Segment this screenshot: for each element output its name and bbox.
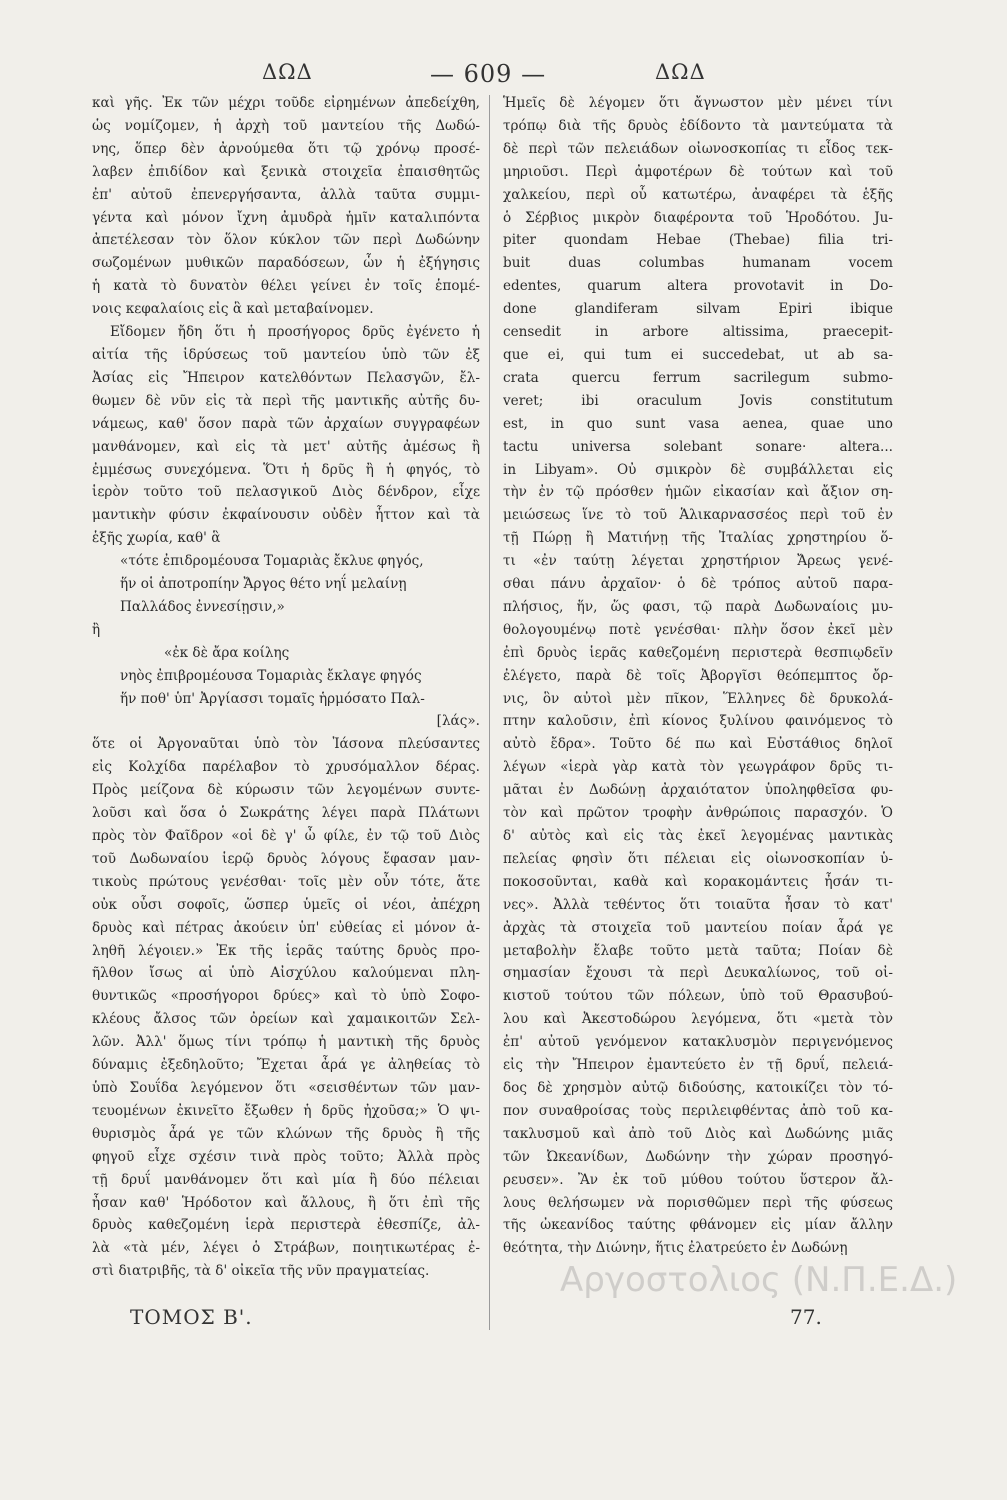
text-line: ἀρχὰς τὰ στοιχεῖα τοῦ μαντείου ποίαν ἆρά γε bbox=[503, 919, 893, 936]
text-line: πον συναθροίσας τοὺς περιλειφθέντας ἀπὸ τοῦ κα- bbox=[503, 1102, 893, 1119]
signature-number: 77. bbox=[790, 1305, 822, 1329]
text-line: tactu universa solebant sonare· altera... bbox=[503, 438, 893, 455]
text-line: piter quondam Hebae (Thebae) filia tri- bbox=[503, 232, 893, 249]
text-line: [λάς». bbox=[436, 713, 480, 730]
text-line: μανθάνομεν, καὶ εἰς τὰ μετ' αὐτῆς ἀμέσως ἢ bbox=[92, 438, 480, 455]
text-line: ὡς νομίζομεν, ἡ ἀρχὴ τοῦ μαντείου τῆς Δωδώ- bbox=[92, 117, 480, 134]
text-line: μᾶται ἐν Δωδώνῃ ἀρχαιότατον ὑποληφθεῖσα φυ- bbox=[503, 782, 893, 799]
page-number: — 609 — bbox=[430, 60, 547, 88]
text-line: ἥν οἱ ἀποτροπίην Ἄργος θέτο νηΐ μελαίνῃ bbox=[120, 576, 407, 593]
text-line: θολογουμένῳ ποτὲ γενέσθαι· πλὴν ὅσον ἐκεῖ μὲν bbox=[503, 621, 893, 638]
text-line: est, in quo sunt vasa aenea, quae uno bbox=[503, 415, 893, 432]
left-column bbox=[92, 92, 480, 1283]
text-line: λους θελήσωμεν νὰ πορισθῶμεν περὶ τῆς φύσεως bbox=[503, 1194, 893, 1211]
text-line: τευομένων ἐκινεῖτο ἔξωθεν ἡ δρῦς ἠχοῦσα;» Ὁ ψι- bbox=[92, 1102, 480, 1119]
text-line: νης, ὅπερ δὲν ἀρνούμεθα ὅτι τῷ χρόνῳ προσέ- bbox=[92, 140, 480, 157]
text-line: ὅτε οἱ Ἀργοναῦται ὑπὸ τὸν Ἰάσονα πλεύσαντες bbox=[92, 736, 480, 753]
text-line: τῇ Πώρῃ ἢ Ματιήνῃ τῆς Ἰταλίας χρηστηρίου ὅ- bbox=[503, 530, 893, 547]
text-line: αὐτὸ ἔδρα». Τοῦτο δέ πω καὶ Εὐστάθιος δηλοῖ bbox=[503, 736, 893, 753]
text-line: εἰς Κολχίδα παρέλαβον τὸ χρυσόμαλλον δέρας. bbox=[92, 759, 480, 776]
text-line: veret; ibi oraculum Jovis constitutum bbox=[503, 392, 893, 409]
text-line: μειώσεως ἵνε τὸ τοῦ Ἁλικαρνασσέος περὶ τοῦ ἐν bbox=[503, 507, 893, 524]
volume-signature: ΤΟΜΟΣ Β'. bbox=[130, 1305, 253, 1329]
text-line: θεότητα, τὴν Διώνην, ἥτις ἐλατρεύετο ἐν Δωδώνῃ bbox=[503, 1240, 848, 1257]
text-line: ρευσεν». Ἂν ἐκ τοῦ μύθου τούτου ὕστερον ἄλ- bbox=[503, 1171, 893, 1188]
text-line: φηγοῦ εἶχε σχέσιν τινὰ πρὸς τοῦτο; Ἀλλὰ πρὸς bbox=[92, 1148, 480, 1165]
text-line: λῶν. Ἀλλ' ὅμως τίνι τρόπῳ ἡ μαντικὴ τῆς δρυὸς bbox=[92, 1034, 480, 1051]
text-line: que ei, qui tum ei succedebat, ut ab sa- bbox=[503, 346, 893, 363]
text-line: νάμεως, καθ' ὅσον παρὰ τῶν ἀρχαίων συγγραφέων bbox=[92, 415, 480, 432]
text-line: σθαι πάνυ ἀρχαῖον· ὁ δὲ τρόπος αὐτοῦ παρα- bbox=[503, 576, 893, 593]
text-line: μεταβολὴν ἔλαβε τοῦτο μετὰ ταῦτα; Ποίαν δὲ bbox=[503, 942, 893, 959]
text-line: ῆλθον ἴσως αἱ ὑπὸ Αἰσχύλου καλούμεναι πλη- bbox=[92, 965, 480, 982]
text-line: δὲ περὶ τῶν πελειάδων οἰωνοσκοπίας τι εἶδος τεκ- bbox=[503, 140, 893, 157]
text-line: θωμεν δὲ νῦν εἰς τὰ περὶ τῆς μαντικῆς αὐτῆς δυ- bbox=[92, 392, 480, 409]
text-line: ὑπὸ Σουΐδα λεγόμενον ὅτι «σεισθέντων τῶν μαν- bbox=[92, 1079, 480, 1096]
text-line: ἐπ' αὐτοῦ ἐπενεργήσαντα, ἀλλὰ ταῦτα συμμι- bbox=[92, 186, 480, 203]
text-line: Εἴδομεν ἤδη ὅτι ἡ προσήγορος δρῦς ἐγένετο ἡ bbox=[110, 324, 480, 341]
text-line: δύναμις ἐξεδηλοῦτο; Ἔχεται ἆρά γε ἀληθείας τὸ bbox=[92, 1057, 480, 1074]
text-line: πρὸς τὸν Φαῖδρον «οἱ δὲ γ' ὦ φίλε, ἐν τῷ τοῦ Διὸς bbox=[92, 828, 480, 844]
text-line: ἱερὸν τοῦτο τοῦ πελασγικοῦ Διὸς δένδρον, εἶχε bbox=[92, 484, 480, 501]
text-line: τικοὺς πρώτους γενέσθαι· τοῖς μὲν οὖν τότε, ἅτε bbox=[92, 873, 480, 890]
text-line: buit duas columbas humanam vocem bbox=[503, 255, 893, 272]
text-line: ἐπ' αὐτοῦ γενόμενον κατακλυσμὸν περιγενόμενος bbox=[503, 1034, 893, 1051]
text-line: μηριοῦσι. Περὶ ἀμφοτέρων δὲ τούτων καὶ τοῦ bbox=[503, 163, 893, 180]
text-line: τῆς ὠκεανίδος ταύτης φθάνομεν εἰς μίαν ἄλλην bbox=[503, 1217, 893, 1234]
text-line: ἑξῆς χωρία, καθ' ἃ bbox=[92, 530, 221, 547]
text-line: νες». Ἀλλὰ τεθέντος ὅτι τοιαῦτα ἦσαν τὸ κατ' bbox=[503, 896, 893, 913]
library-watermark: Αργοστολιος (Ν.Π.Ε.Δ.) bbox=[560, 1260, 958, 1300]
text-line: ἢ bbox=[92, 621, 101, 638]
text-line: εἰς τὴν Ἤπειρον ἐμαντεύετο ἐν τῇ δρυΐ, πελειά- bbox=[503, 1057, 893, 1074]
text-line: τοῦ Δωδωναίου ἱερῷ δρυὸς λόγους ἔφασαν μαν- bbox=[92, 850, 480, 867]
text-line: Παλλάδος ἐννεσίῃσιν,» bbox=[120, 598, 285, 615]
text-line: χαλκείου, περὶ οὗ κατωτέρω, ἀναφέρει τὰ ἑξῆς bbox=[503, 186, 893, 203]
text-line: ὁ Σέρβιος μικρὸν διαφέροντα τοῦ Ἡροδότου. Ju- bbox=[503, 209, 893, 226]
running-head-right: ΔΩΔ bbox=[655, 60, 706, 84]
text-line: τῶν Ὠκεανίδων, Δωδώνην τὴν χώραν προσηγό- bbox=[503, 1148, 893, 1165]
text-line: θυρισμὸς ἆρά γε τῶν κλώνων τῆς δρυὸς ἢ τῆς bbox=[92, 1125, 480, 1142]
text-line: λαβεν ἐπιδίδον καὶ ξενικὰ στοιχεῖα ἐπαισθητῶς bbox=[92, 163, 480, 180]
text-line: λου καὶ Ἀκεστοδώρου λεγόμενα, ὅτι «μετὰ τὸν bbox=[503, 1011, 893, 1028]
text-line: Ἡμεῖς δὲ λέγομεν ὅτι ἄγνωστον μὲν μένει τίνι bbox=[503, 95, 893, 111]
text-line: κλέους ἄλσος τῶν ὀρείων καὶ χαμαικοιτῶν Σελ- bbox=[92, 1011, 480, 1028]
text-line: νις, ὃν αὐτοὶ μὲν πῖκον, Ἕλληνες δὲ δρυκολά- bbox=[503, 690, 893, 707]
column-divider bbox=[489, 95, 490, 1330]
text-line: κιστοῦ τούτου τῶν πόλεων, ὑπὸ τοῦ Θρασυβού- bbox=[503, 988, 893, 1005]
text-line: νοις κεφαλαίοις εἰς ἃ καὶ μεταβαίνομεν. bbox=[92, 301, 374, 318]
text-line: ἀπετέλεσαν τὸν ὅλον κύκλον τῶν περὶ Δωδώνην bbox=[92, 232, 480, 249]
text-line: τρόπῳ διὰ τῆς δρυὸς ἐδίδοντο τὰ μαντεύματα τὰ bbox=[503, 117, 893, 134]
text-line: ἐλέγετο, παρὰ δὲ τοῖς Ἀβοργῖσι θεόπεμπτος ὄρ- bbox=[503, 667, 893, 684]
text-line: τὸν καὶ πρῶτον τροφὴν ἀνθρώποις παρασχόν. Ὁ bbox=[503, 805, 893, 822]
text-line: πτην καλοῦσιν, ἐπὶ κίονος ξυλίνου φαινόμενος τὸ bbox=[503, 713, 893, 730]
text-line: νηὸς ἐπιβρομέουσα Τομαριὰς ἔκλαγε φηγός bbox=[120, 667, 422, 684]
text-line: γέντα καὶ μόνον ἴχνη ἀμυδρὰ ἡμῖν καταλιπόντα bbox=[92, 209, 480, 226]
text-line: δος δὲ χρησμὸν αὐτῷ διδούσης, κατοικίζει τὸν τό- bbox=[503, 1079, 893, 1096]
running-head-left: ΔΩΔ bbox=[262, 60, 313, 84]
text-line: σωζομένων μυθικῶν παραδόσεων, ὧν ἡ ἐξήγησις bbox=[92, 255, 480, 272]
text-line: Πρὸς μείζονα δὲ κύρωσιν τῶν λεγομένων συντε- bbox=[92, 782, 480, 799]
text-line: λέγων «ἱερὰ γὰρ κατὰ τὸν γεωγράφον δρῦς τι- bbox=[503, 759, 893, 776]
text-line: οὐκ οὖσι σοφοῖς, ὥσπερ ὑμεῖς οἱ νέοι, ἀπέχρη bbox=[92, 896, 480, 913]
text-line: δ' αὐτὸς καὶ εἰς τὰς ἐκεῖ λεγομένας μαντικὰς bbox=[503, 828, 893, 844]
text-line: τακλυσμοῦ καὶ ἀπὸ τοῦ Διὸς καὶ Δωδώνης μιᾶς bbox=[503, 1125, 893, 1142]
text-line: πλήσιος, ἥν, ὥς φασι, τῷ παρὰ Δωδωναίοις μυ- bbox=[503, 598, 893, 615]
text-line: censedit in arbore altissima, praecepit- bbox=[503, 324, 893, 341]
text-line: τι «ἐν ταύτῃ λέγεται χρηστήριον Ἄρεως γενέ- bbox=[503, 553, 893, 570]
text-line: μαντικὴν φύσιν ἐκφαίνουσιν οὐδὲν ἧττον καὶ τὰ bbox=[92, 507, 480, 524]
right-column bbox=[503, 92, 893, 1260]
text-line: τὴν ἐν τῷ πρόσθεν ἡμῶν εἰκασίαν καὶ ἄξιον ση- bbox=[503, 484, 893, 501]
text-line: done glandiferam silvam Epiri ibique bbox=[503, 301, 893, 318]
text-line: στὶ διατριβῆς, τὰ δ' οἰκεῖα τῆς νῦν πραγματείας. bbox=[92, 1263, 430, 1280]
text-line: λὰ «τὰ μέν, λέγει ὁ Στράβων, ποιητικωτέρας ἐ- bbox=[92, 1240, 480, 1257]
text-line: «τότε ἐπιδρομέουσα Τομαριὰς ἔκλυε φηγός, bbox=[120, 553, 424, 570]
text-line: δρυὸς καθεζομένη ἱερὰ περιστερὰ ἐθεσπίζε, ἀλ- bbox=[92, 1217, 480, 1234]
text-line: ληθῆ λέγοιεν.» Ἐκ τῆς ἱερᾶς ταύτης δρυὸς προ- bbox=[92, 942, 480, 959]
text-line: αἰτία τῆς ἱδρύσεως τοῦ μαντείου ὑπὸ τῶν ἐξ bbox=[92, 346, 480, 363]
text-line: ποκοσοῦνται, καθὰ καὶ κορακομάντεις ἦσάν τι- bbox=[503, 873, 893, 890]
text-line: καὶ γῆς. Ἐκ τῶν μέχρι τοῦδε εἰρημένων ἀπεδείχθη, bbox=[92, 95, 480, 111]
text-line: ἡ κατὰ τὸ δυνατὸν θέλει γείνει ἐν τοῖς ἑπομέ- bbox=[92, 278, 480, 295]
text-line: «ἐκ δὲ ἄρα κοίλης bbox=[164, 644, 290, 661]
text-line: ἐπὶ δρυὸς ἱερᾶς καθεζομένη περιστερὰ θεσπιῳδεῖν bbox=[503, 644, 893, 661]
text-line: θυντικῶς «προσήγοροι δρύες» καὶ τὸ ὑπὸ Σοφο- bbox=[92, 988, 480, 1005]
text-line: σημασίαν ἔχουσι τὰ περὶ Δευκαλίωνος, τοῦ οἰ- bbox=[503, 965, 893, 982]
text-line: ἦσαν καθ' Ἡρόδοτον καὶ ἄλλους, ἢ ὅτι ἐπὶ τῆς bbox=[92, 1194, 480, 1211]
text-line: ἐμμέσως συνεχόμενα. Ὅτι ἡ δρῦς ἢ ἡ φηγός, τὸ bbox=[92, 461, 480, 478]
text-line: δρυὸς καὶ πέτρας ἀκούειν ὑπ' εὐθείας εἰ μόνον ἀ- bbox=[92, 919, 480, 936]
text-line: πελείας φησὶν ὅτι πέλειαι εἰς οἰωνοσκοπίαν ὑ- bbox=[503, 850, 893, 867]
text-line: λοῦσι καὶ ὅσα ὁ Σωκράτης λέγει παρὰ Πλάτωνι bbox=[92, 805, 480, 822]
text-line: Ἀσίας εἰς Ἤπειρον κατελθόντων Πελασγῶν, ἔλ- bbox=[92, 369, 480, 386]
text-line: in Libyam». Οὐ σμικρὸν δὲ συμβάλλεται εἰς bbox=[503, 461, 893, 478]
text-line: crata quercu ferrum sacrilegum submo- bbox=[503, 369, 893, 386]
text-line: ἥν ποθ' ὑπ' Ἀργίασσι τομαῖς ἡρμόσατο Παλ- bbox=[120, 690, 425, 707]
text-line: τῇ δρυΐ μανθάνομεν ὅτι καὶ μία ἢ δύο πέλειαι bbox=[92, 1171, 480, 1188]
text-line: edentes, quarum altera provotavit in Do- bbox=[503, 278, 893, 295]
